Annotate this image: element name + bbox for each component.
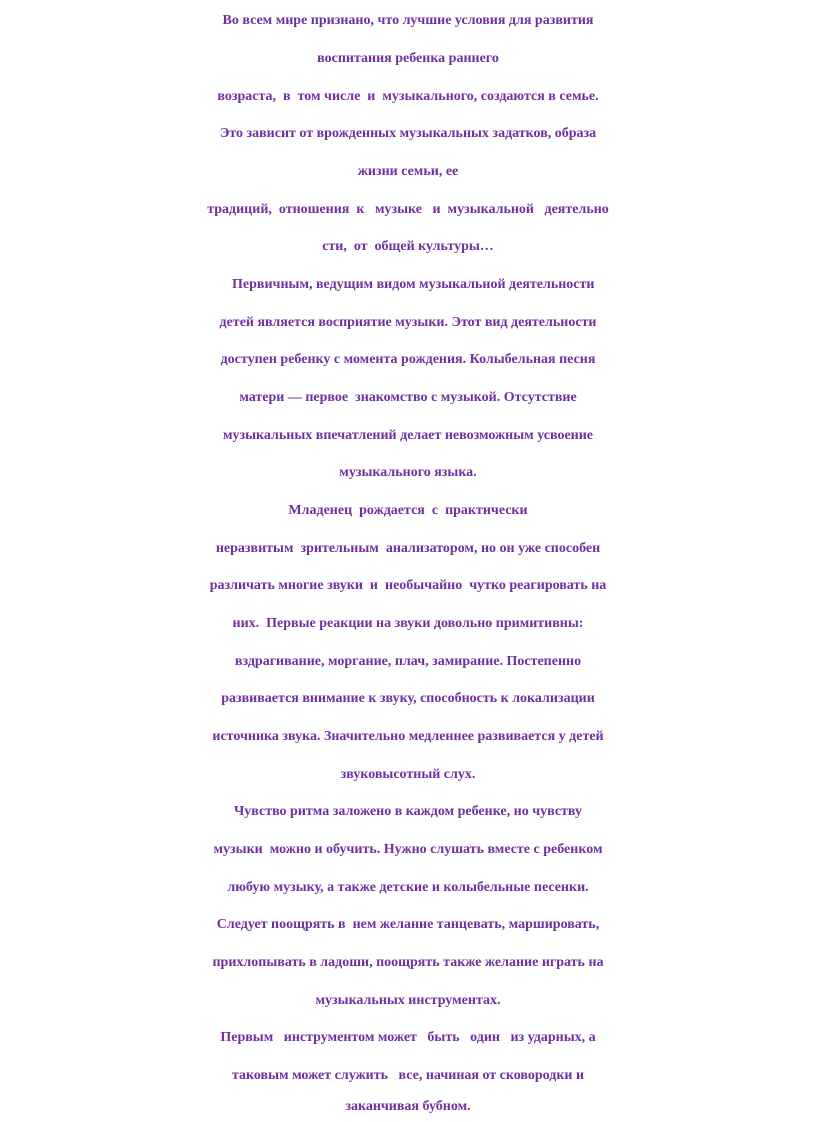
text-line: жизни семьи, ее — [357, 164, 459, 179]
text-line: вздрагивание, моргание, плач, замирание. Постепенно — [234, 654, 582, 669]
text-line: Это зависит от врожденных музыкальных задатков, образа — [219, 126, 597, 141]
text-line: неразвитым зрительным анализатором, но он уже способен — [215, 541, 601, 556]
text-line: них. Первые реакции на звуки довольно примитивны: — [232, 616, 584, 631]
text-line: музыки можно и обучить. Нужно слушать вместе с ребенком — [213, 842, 603, 857]
text-line: музыкальных инструментах. — [315, 993, 501, 1008]
text-line: развивается внимание к звуку, способность к локализации — [221, 691, 595, 706]
text-line: Младенец рождается с практически — [288, 503, 528, 518]
text-line: матери — первое знакомство с музыкой. Отсутствие — [239, 390, 577, 405]
text-line: Первым инструментом может быть один из ударных, а — [220, 1030, 596, 1045]
text-line: любую музыку, а также детские и колыбельные песенки. — [227, 880, 589, 895]
text-line: источника звука. Значительно медленнее развивается у детей — [212, 729, 604, 744]
text-line: воспитания ребенка раннего — [317, 51, 499, 66]
text-line: Следует поощрять в нем желание танцевать, маршировать, — [216, 917, 600, 932]
text-line: музыкального языка. — [339, 465, 477, 480]
text-line: звуковысотный слух. — [340, 767, 476, 782]
text-line: детей является восприятие музыки. Этот вид деятельности — [219, 315, 597, 330]
text-line: музыкальных впечатлений делает невозможным усвоение — [222, 428, 594, 443]
text-line: Чувство ритма заложено в каждом ребенке, но чувству — [233, 804, 583, 819]
text-line: возраста, в том числе и музыкального, создаются в семье. — [217, 89, 599, 104]
text-line: таковым может служить все, начиная от сковородки и — [231, 1068, 585, 1083]
text-line: доступен ребенку с момента рождения. Колыбельная песня — [220, 352, 596, 367]
text-line: традиций, отношения к музыке и музыкальной деятельно — [207, 202, 609, 217]
text-line: Первичным, ведущим видом музыкальной деятельности — [221, 277, 595, 292]
text-line: сти, от общей культуры… — [322, 239, 494, 254]
text-line: различать многие звуки и необычайно чутко реагировать на — [209, 578, 607, 593]
text-line: заканчивая бубном. — [345, 1099, 471, 1114]
text-line: прихлопывать в ладоши, поощрять также желание играть на — [212, 955, 604, 970]
text-line: Во всем мире признано, что лучшие условия для развития — [222, 13, 594, 28]
